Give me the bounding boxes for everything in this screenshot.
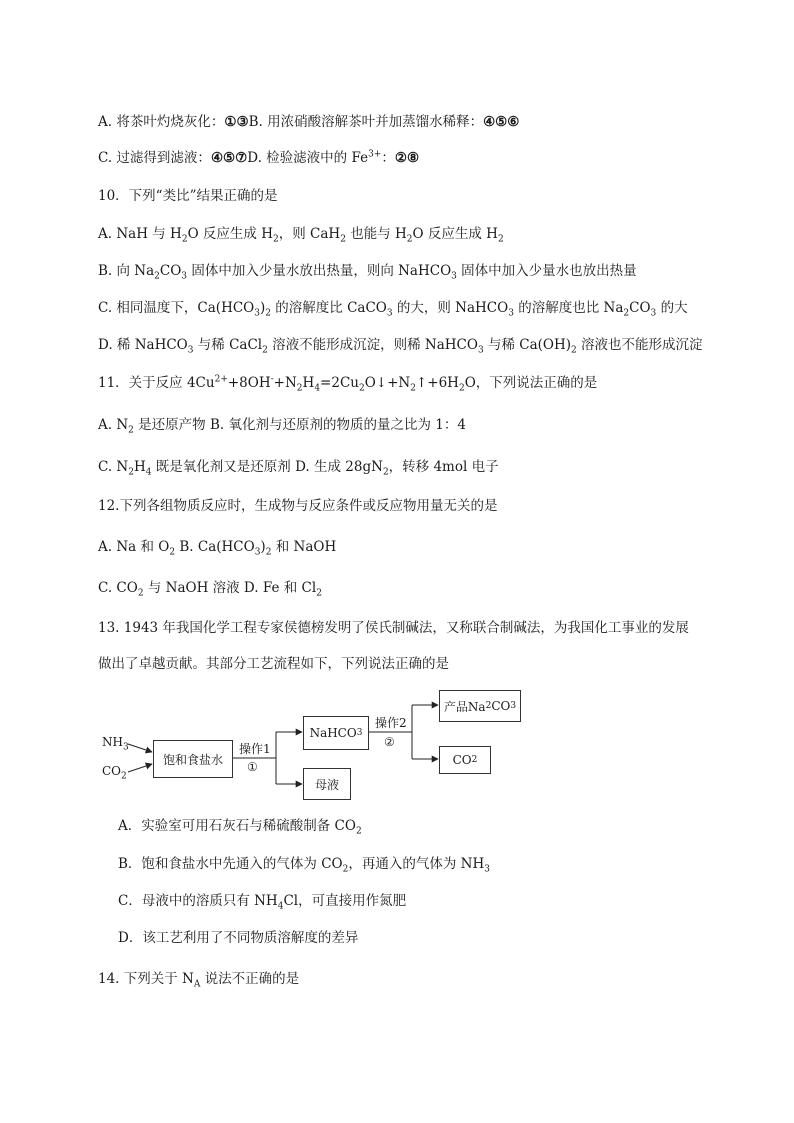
op1-number: ① bbox=[247, 760, 258, 774]
co2-output-box: CO 2 bbox=[439, 746, 491, 774]
q12-stem: 12.下列各组物质反应时，生成物与反应条件或反应物用量无关的是 bbox=[98, 498, 498, 514]
saturated-brine-box: 饱和食盐水 bbox=[153, 740, 233, 778]
product-na2co3-box: 产品Na 2 CO 3 bbox=[439, 690, 521, 722]
q10-stem: 10．下列“类比”结果正确的是 bbox=[98, 188, 278, 204]
q11-stem: 11．关于反应 $4Cu^{2+}+8OH^-+N_2H_4=2Cu_2O↓+N_2↑+6H_2O$，下列说法正确的是 bbox=[98, 374, 598, 394]
q9-option-cd: C. 过滤得到滤液：④⑤⑦D. 检验滤液中的 $Fe^{3+}$：②⑧ bbox=[98, 149, 420, 166]
op2-number: ② bbox=[384, 735, 395, 749]
q12-option-ab: A. Na 和 $O_2$ B. $Ca(HCO_3)_2$ 和 NaOH bbox=[98, 539, 337, 558]
nh3-arrow bbox=[128, 744, 152, 752]
q13-stem-line1: 13. 1943 年我国化学工程专家侯德榜发明了侯氏制碱法，又称联合制碱法，为我国化工事业的发展 bbox=[98, 620, 689, 636]
op2-label: 操作2 bbox=[375, 716, 407, 730]
q10-option-a: A. NaH 与 $H_2O$ 反应生成 $H_2$，则 CaH$_2$ 也能与 $H_2O$ 反应生成 $H_2$ bbox=[98, 226, 504, 245]
nh3-label: $NH_3$ bbox=[102, 735, 129, 753]
q11-option-cd: C. $N_2H_4$ 既是氧化剂又是还原剂 D. 生成 $28gN_2$，转移 4mol 电子 bbox=[98, 459, 499, 478]
op1-label: 操作1 bbox=[239, 742, 271, 756]
q13-option-c: C．母液中的溶质只有 $NH_4Cl$，可直接用作氮肥 bbox=[118, 893, 407, 912]
co2-label: $CO_2$ bbox=[102, 764, 127, 782]
q13-option-b: B．饱和食盐水中先通入的气体为 $CO_2$，再通入的气体为 $NH_3$ bbox=[118, 856, 490, 875]
q10-option-b: B. 向 $Na_2CO_3$ 固体中加入少量水放出热量，则向 NaHCO$_3$ 固体中加入少量水也放出热量 bbox=[98, 263, 637, 282]
q14-stem: 14. 下列关于 $N_A$ 说法不正确的是 bbox=[98, 971, 300, 990]
q13-option-d: D．该工艺利用了不同物质溶解度的差异 bbox=[118, 930, 359, 946]
co2-arrow bbox=[128, 764, 152, 772]
q13-option-a: A．实验室可用石灰石与稀硫酸制备 $CO_2$ bbox=[118, 818, 362, 837]
q13-stem-line2: 做出了卓越贡献。其部分工艺流程如下，下列说法正确的是 bbox=[98, 656, 449, 672]
q10-option-c: C. 相同温度下，$Ca(HCO_3)_2$ 的溶解度比 CaCO$_3$ 的大，则 NaHCO$_3$ 的溶解度也比 $Na_2CO_3$ 的大 bbox=[98, 300, 688, 319]
mother-liquor-box: 母液 bbox=[303, 768, 351, 800]
nahco3-box: NaHCO 3 bbox=[303, 716, 369, 750]
q9-option-ab: A. 将茶叶灼烧灰化：①③B. 用浓硝酸溶解茶叶并加蒸馏水稀释：④⑤⑥ bbox=[98, 114, 520, 130]
q10-option-d: D. 稀 NaHCO$_3$ 与稀 CaCl$_2$ 溶液不能形成沉淀，则稀 NaHCO$_3$ 与稀 $Ca(OH)_2$ 溶液也不能形成沉淀 bbox=[98, 337, 703, 356]
q12-option-cd: C. $CO_2$ 与 NaOH 溶液 D. Fe 和 $Cl_2$ bbox=[98, 580, 322, 599]
q11-option-ab: A. $N_2$ 是还原产物 B. 氧化剂与还原剂的物质的量之比为 1：4 bbox=[98, 417, 466, 436]
